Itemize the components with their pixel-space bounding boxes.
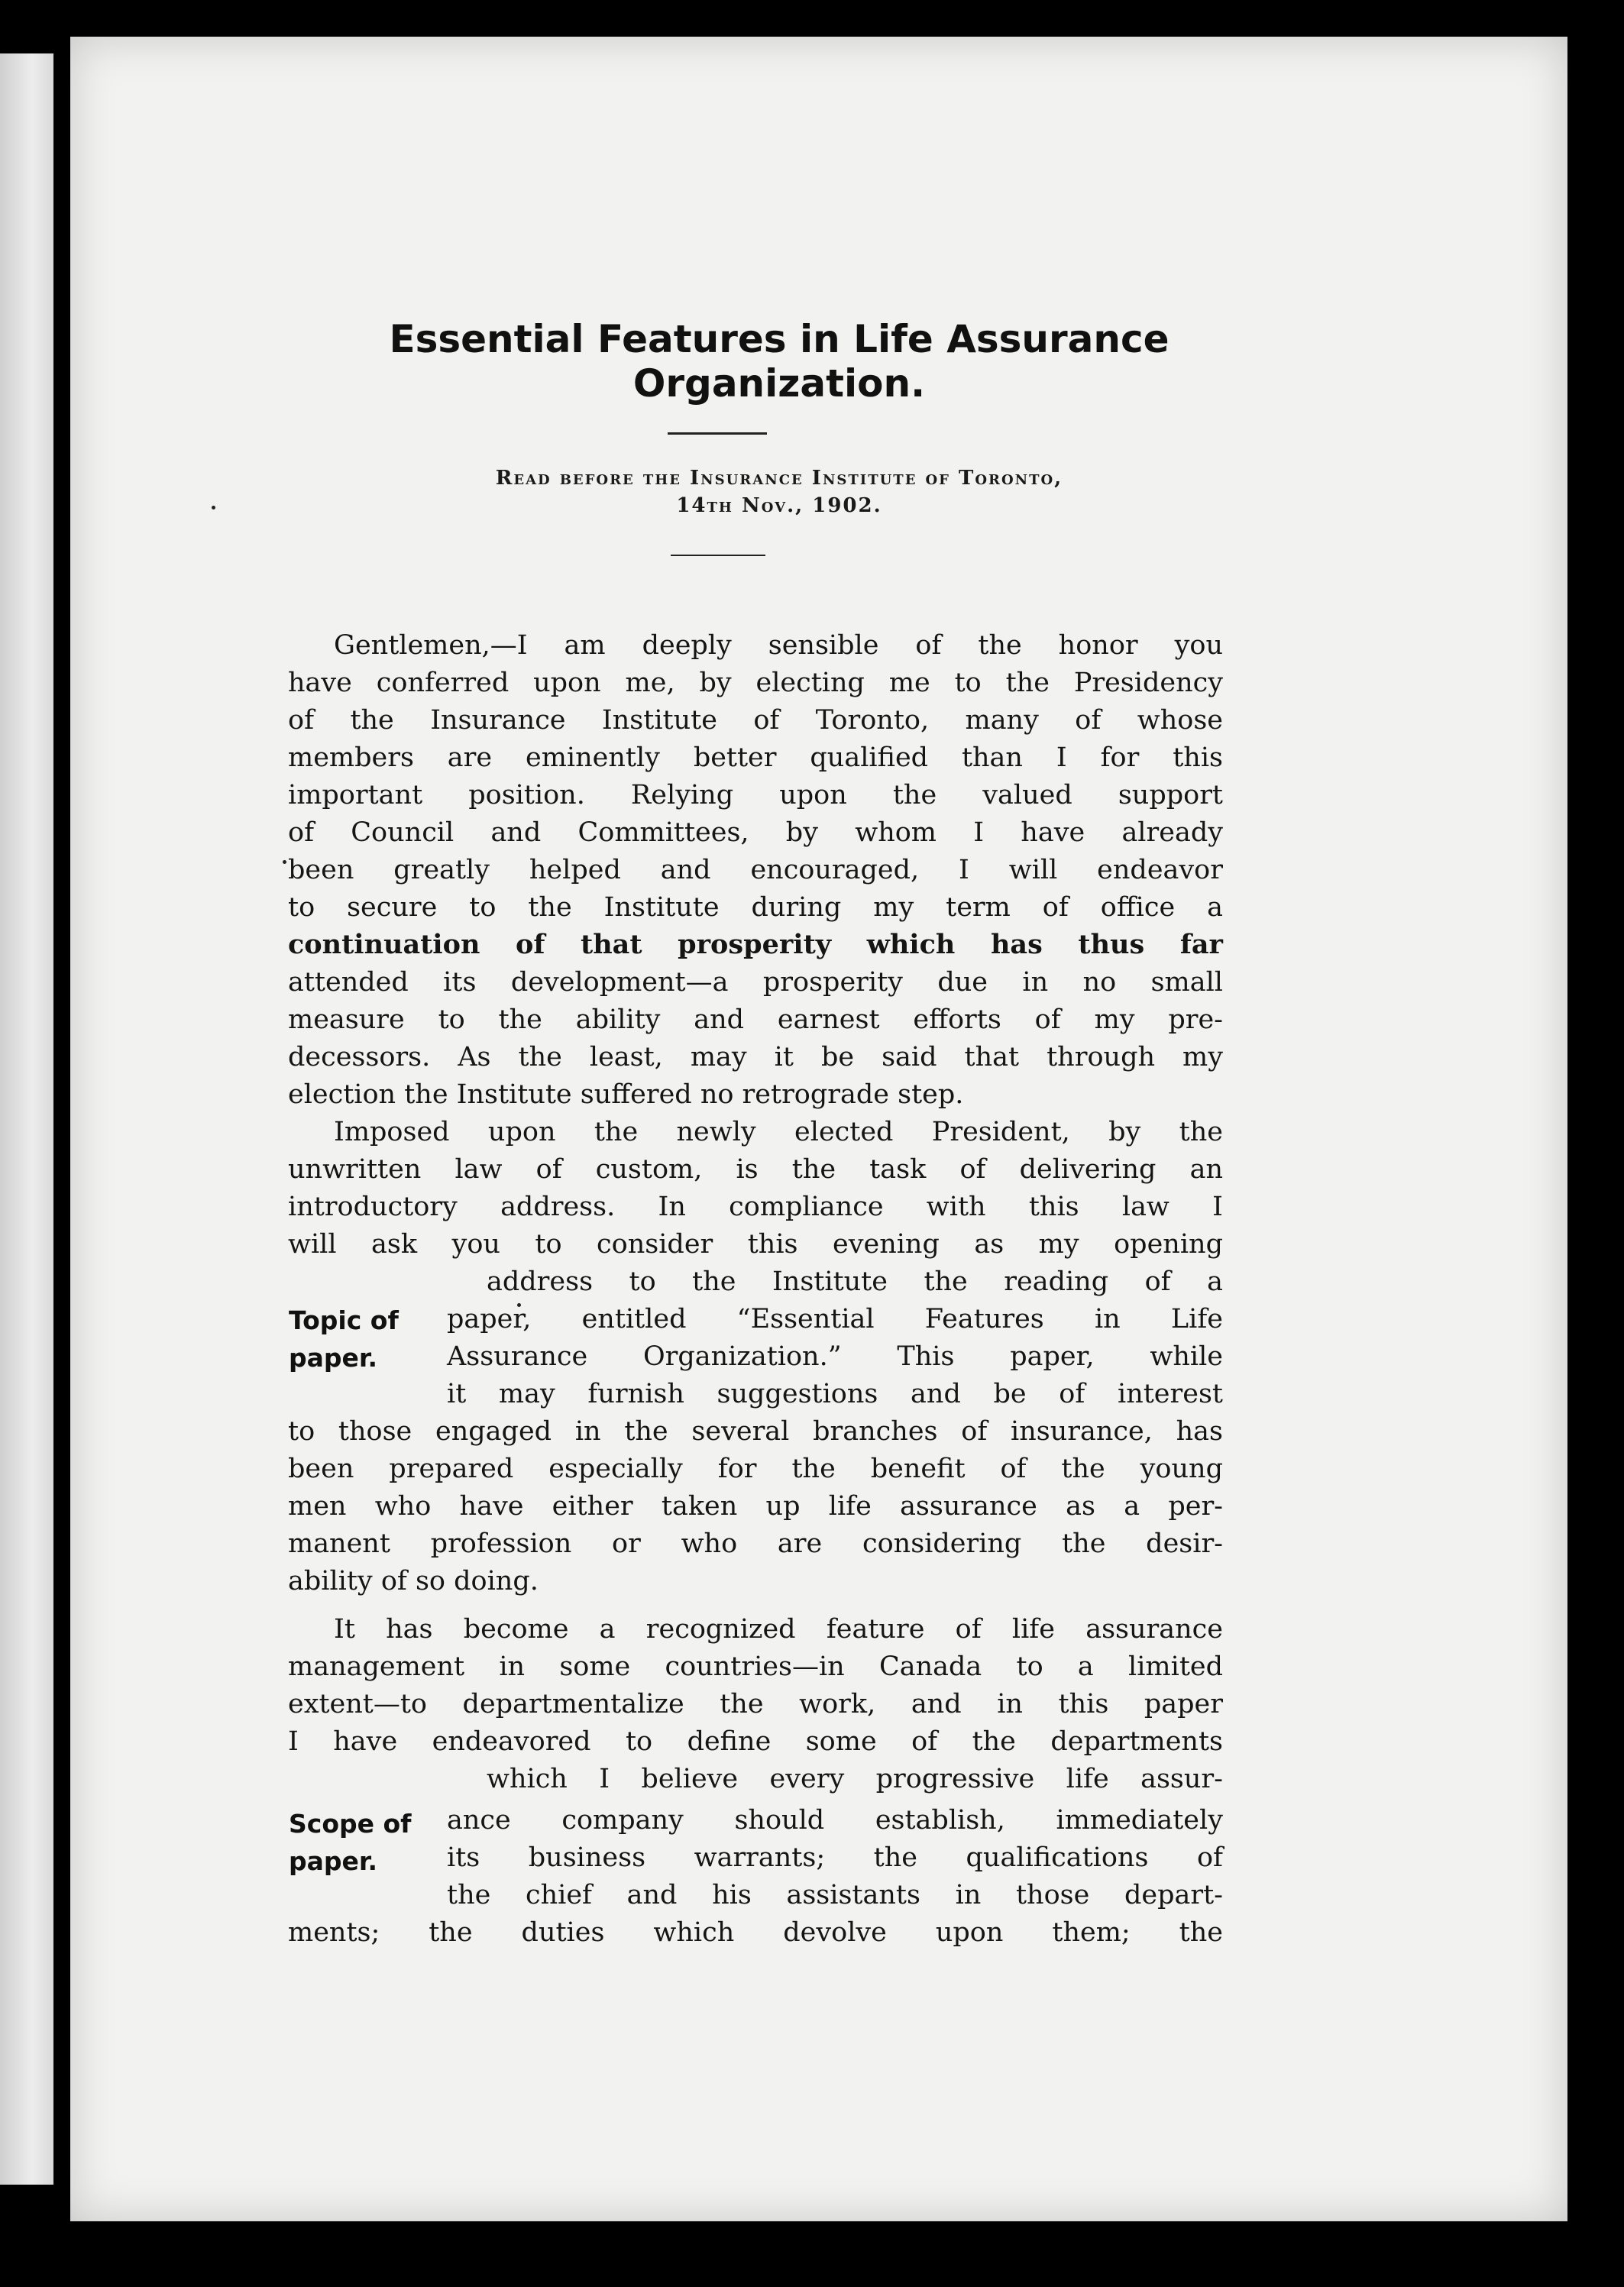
document-title bbox=[321, 317, 1237, 406]
body-line: it may furnish suggestions and be of interest bbox=[447, 1379, 1223, 1409]
body-line: which I believe every progressive life assur- bbox=[487, 1764, 1223, 1794]
body-line: introductory address. In compliance with this law I bbox=[288, 1192, 1223, 1222]
body-line: attended its development—a prosperity due in no small bbox=[288, 967, 1223, 998]
body-line: to secure to the Institute during my term of office a bbox=[288, 892, 1223, 923]
body-line: been greatly helped and encouraged, I will endeavor bbox=[288, 855, 1223, 885]
body-line: men who have either taken up life assurance as a per- bbox=[288, 1491, 1223, 1522]
sidenote-topic-line-2: paper. bbox=[289, 1343, 377, 1373]
body-line: members are eminently better qualified than I for this bbox=[288, 742, 1223, 773]
sidenote-scope-line-2: paper. bbox=[289, 1846, 377, 1876]
body-line: of the Insurance Institute of Toronto, many of whose bbox=[288, 705, 1223, 736]
body-line: ability of so doing. bbox=[288, 1566, 539, 1596]
subtitle-line-1: Read before the Insurance Institute of Toronto, bbox=[495, 467, 1063, 490]
body-line: of Council and Committees, by whom I have already bbox=[288, 817, 1223, 848]
sidenote-scope-line-1: Scope of bbox=[289, 1809, 412, 1839]
body-line: continuation of that prosperity which has thus far bbox=[288, 929, 1223, 960]
body-line: have conferred upon me, by electing me to the Presidency bbox=[288, 668, 1223, 698]
body-line: paper, entitled “Essential Features in Life bbox=[447, 1304, 1223, 1334]
facing-page-edge bbox=[0, 53, 53, 2185]
body-line: been prepared especially for the benefit of the young bbox=[288, 1454, 1223, 1484]
body-line: the chief and his assistants in those depart- bbox=[447, 1880, 1223, 1910]
body-line: extent—to departmentalize the work, and in this paper bbox=[288, 1689, 1223, 1719]
sidenote-scope bbox=[289, 1808, 412, 1878]
body-line: its business warrants; the qualifications of bbox=[447, 1842, 1223, 1873]
body-line: decessors. As the least, may it be said that through my bbox=[288, 1042, 1223, 1072]
sidenote-topic bbox=[289, 1305, 399, 1374]
body-line: important position. Relying upon the valued support bbox=[288, 780, 1223, 810]
body-line: manent profession or who are considering the desir- bbox=[288, 1528, 1223, 1559]
document-subtitle bbox=[321, 464, 1237, 519]
body-line: measure to the ability and earnest efforts of my pre- bbox=[288, 1004, 1223, 1035]
title-line-1: Essential Features in Life Assurance bbox=[389, 317, 1169, 361]
body-line: ments; the duties which devolve upon them; the bbox=[288, 1917, 1223, 1948]
subtitle-rule bbox=[671, 555, 765, 556]
body-line: I have endeavored to define some of the departments bbox=[288, 1726, 1223, 1757]
body-line: election the Institute suffered no retrograde step. bbox=[288, 1079, 964, 1110]
body-line: will ask you to consider this evening as my opening bbox=[288, 1229, 1223, 1260]
subtitle-line-2: 14th Nov., 1902. bbox=[676, 494, 882, 517]
speck-2 bbox=[283, 860, 286, 864]
body-line: management in some countries—in Canada to a limited bbox=[288, 1651, 1223, 1682]
body-line: Imposed upon the newly elected President, by the bbox=[334, 1117, 1223, 1147]
body-line: Gentlemen,—I am deeply sensible of the honor you bbox=[334, 630, 1223, 661]
body-line: unwritten law of custom, is the task of delivering an bbox=[288, 1154, 1223, 1185]
speck-1 bbox=[212, 506, 215, 509]
body-line: ance company should establish, immediately bbox=[447, 1805, 1223, 1836]
body-line: It has become a recognized feature of life assurance bbox=[334, 1614, 1223, 1645]
body-line: to those engaged in the several branches of insurance, has bbox=[288, 1416, 1223, 1447]
title-rule bbox=[668, 432, 767, 435]
body-line: address to the Institute the reading of a bbox=[487, 1266, 1223, 1297]
title-line-2: Organization. bbox=[632, 361, 926, 406]
body-line: Assurance Organization.” This paper, while bbox=[447, 1341, 1223, 1372]
sidenote-topic-line-1: Topic of bbox=[289, 1305, 399, 1335]
